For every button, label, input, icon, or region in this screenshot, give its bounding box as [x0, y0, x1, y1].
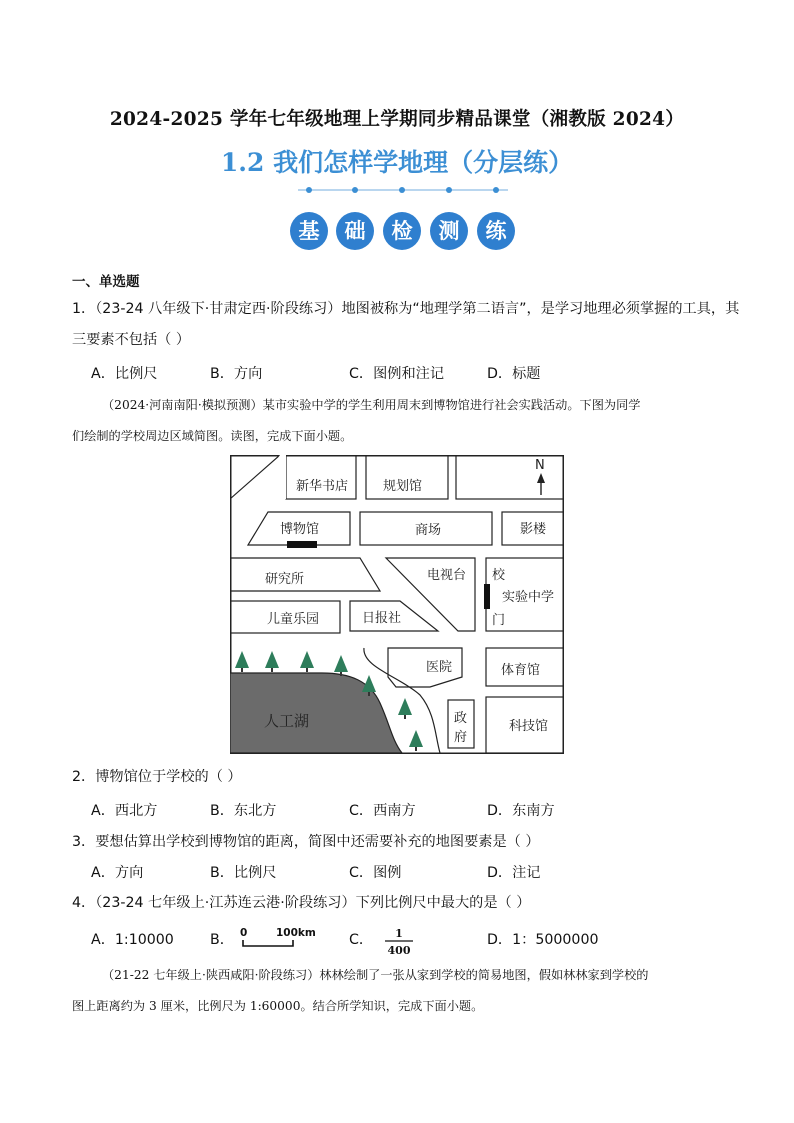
- label-photo-studio: 影楼: [520, 522, 547, 537]
- label-artificial-lake: 人工湖: [264, 712, 310, 730]
- badge-char-3: 检: [383, 212, 421, 250]
- q3-option-a: A．方向: [91, 865, 144, 881]
- q2-option-b: B．东北方: [210, 803, 277, 819]
- q2-option-c: C．西南方: [349, 803, 416, 819]
- passage-1-line-1: （2024·河南南阳·模拟预测）某市实验中学的学生利用周末到博物馆进行社会实践活动。下图为同学: [102, 398, 641, 412]
- label-daily-newspaper: 日报社: [362, 611, 402, 626]
- q4-option-a: A．1:10000: [91, 932, 174, 948]
- label-planning-hall: 规划馆: [383, 479, 423, 494]
- q4-option-d: D．1：5000000: [487, 932, 599, 948]
- badge-char-5: 练: [477, 212, 515, 250]
- banner-dotted-line: [294, 185, 512, 205]
- q4-option-b-prefix: B．: [210, 932, 234, 948]
- badge-char-4: 测: [430, 212, 468, 250]
- label-school-men: 门: [492, 613, 506, 628]
- label-government-fu: 府: [454, 730, 468, 745]
- q4-option-b-scale-bar: [238, 924, 320, 950]
- north-label: N: [535, 458, 545, 473]
- question-2: 2．博物馆位于学校的（ ）: [72, 769, 242, 785]
- scale-bar-km: 100km: [276, 927, 316, 939]
- label-museum: 博物馆: [280, 522, 320, 537]
- passage-2-line-1: （21-22 七年级上·陕西咸阳·阶段练习）林林绘制了一张从家到学校的简易地图，假如林林家到学校的: [102, 968, 649, 982]
- label-research-institute: 研究所: [265, 572, 305, 587]
- section-heading: 一、单选题: [72, 274, 140, 290]
- label-school-xiao: 校: [492, 568, 506, 583]
- label-government-zheng: 政: [454, 711, 468, 726]
- school-area-map: [230, 455, 564, 754]
- q1-option-d: D．标题: [487, 366, 541, 382]
- badge-char-2: 础: [336, 212, 374, 250]
- q2-option-a: A．西北方: [91, 803, 158, 819]
- q4-option-c-prefix: C．: [349, 932, 374, 948]
- label-hospital: 医院: [426, 660, 453, 675]
- q3-option-c: C．图例: [349, 865, 402, 881]
- q1-option-b: B．方向: [210, 366, 263, 382]
- badge-char-1: 基: [290, 212, 328, 250]
- q1-option-a: A．比例尺: [91, 366, 158, 382]
- q1-option-c: C．图例和注记: [349, 366, 445, 382]
- label-stadium: 体育馆: [501, 663, 541, 678]
- passage-2-line-2: 图上距离约为 3 厘米，比例尺为 1:60000。结合所学知识，完成下面小题。: [72, 999, 484, 1013]
- label-tv-station: 电视台: [427, 568, 467, 583]
- fraction-numerator: 1: [395, 927, 403, 940]
- question-1-line-1: 1．（23-24 八年级下·甘肃定西·阶段练习）地图被称为“地理学第二语言”，是学习地理必须掌握的工具，其: [72, 301, 740, 317]
- q2-option-d: D．东南方: [487, 803, 555, 819]
- label-childrens-park: 儿童乐园: [267, 612, 320, 627]
- label-science-museum: 科技馆: [509, 719, 549, 734]
- scale-bar-zero: 0: [240, 927, 248, 939]
- label-xinhua-bookstore: 新华书店: [296, 479, 349, 494]
- passage-1-line-2: 们绘制的学校周边区域简图。读图，完成下面小题。: [72, 429, 353, 443]
- fraction-denominator: 400: [387, 944, 411, 957]
- q4-option-c-fraction: [382, 924, 416, 958]
- document-subtitle: 1.2 我们怎样学地理（分层练）: [220, 148, 574, 177]
- q3-option-b: B．比例尺: [210, 865, 277, 881]
- q3-option-d: D．注记: [487, 865, 541, 881]
- document-title: 2024-2025 学年七年级地理上学期同步精品课堂（湘教版 2024）: [109, 109, 685, 130]
- question-1-line-2: 三要素不包括（ ）: [72, 332, 191, 348]
- badge-banner: [294, 185, 512, 255]
- label-experimental-school: 实验中学: [502, 590, 555, 605]
- question-4: 4．（23-24 七年级上·江苏连云港·阶段练习）下列比例尺中最大的是（ ）: [72, 895, 531, 911]
- question-3: 3．要想估算出学校到博物馆的距离，简图中还需要补充的地图要素是（ ）: [72, 834, 540, 850]
- label-mall: 商场: [415, 523, 442, 538]
